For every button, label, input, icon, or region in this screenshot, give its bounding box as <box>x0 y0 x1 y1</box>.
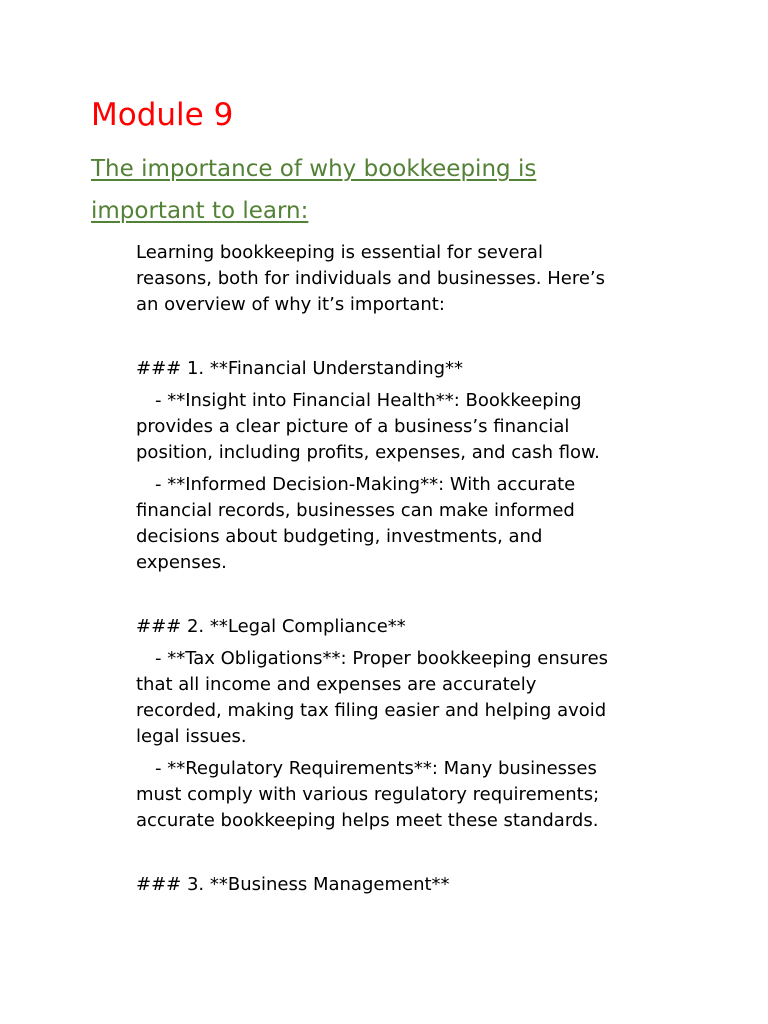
subtitle <box>91 148 651 232</box>
intro-line: reasons, both for individuals and businesses. Here’s <box>136 268 606 289</box>
subtitle-line-2: important to learn: <box>91 198 309 224</box>
bullet-line: accurate bookkeeping helps meet these standards. <box>136 810 599 831</box>
intro-paragraph <box>136 240 696 318</box>
section-1-bullet-2 <box>136 472 696 576</box>
bullet-line: recorded, making tax filing easier and helping avoid <box>136 700 607 721</box>
section-2-heading: ### 2. **Legal Compliance** <box>136 616 406 637</box>
bullet-line: - **Regulatory Requirements**: Many businesses <box>155 758 597 779</box>
bullet-line: - **Tax Obligations**: Proper bookkeeping ensures <box>155 648 609 669</box>
bullet-line: must comply with various regulatory requirements; <box>136 784 600 805</box>
bullet-line: legal issues. <box>136 726 247 747</box>
section-1-bullet-1 <box>136 388 696 466</box>
section-3-heading: ### 3. **Business Management** <box>136 874 450 895</box>
bullet-line: decisions about budgeting, investments, and <box>136 526 543 547</box>
bullet-line: - **Insight into Financial Health**: Bookkeeping <box>155 390 582 411</box>
bullet-line: that all income and expenses are accurately <box>136 674 537 695</box>
section-2-bullet-1 <box>136 646 696 750</box>
bullet-line: position, including profits, expenses, and cash flow. <box>136 442 600 463</box>
intro-line: Learning bookkeeping is essential for several <box>136 242 543 263</box>
intro-line: an overview of why it’s important: <box>136 294 445 315</box>
section-2-bullet-2 <box>136 756 696 834</box>
bullet-line: expenses. <box>136 552 227 573</box>
bullet-line: financial records, businesses can make informed <box>136 500 575 521</box>
module-title: Module 9 <box>91 97 234 133</box>
section-1-heading: ### 1. **Financial Understanding** <box>136 358 464 379</box>
bullet-line: - **Informed Decision-Making**: With accurate <box>155 474 576 495</box>
bullet-line: provides a clear picture of a business’s financial <box>136 416 570 437</box>
document-body <box>136 240 696 898</box>
subtitle-line-1: The importance of why bookkeeping is <box>91 156 537 182</box>
